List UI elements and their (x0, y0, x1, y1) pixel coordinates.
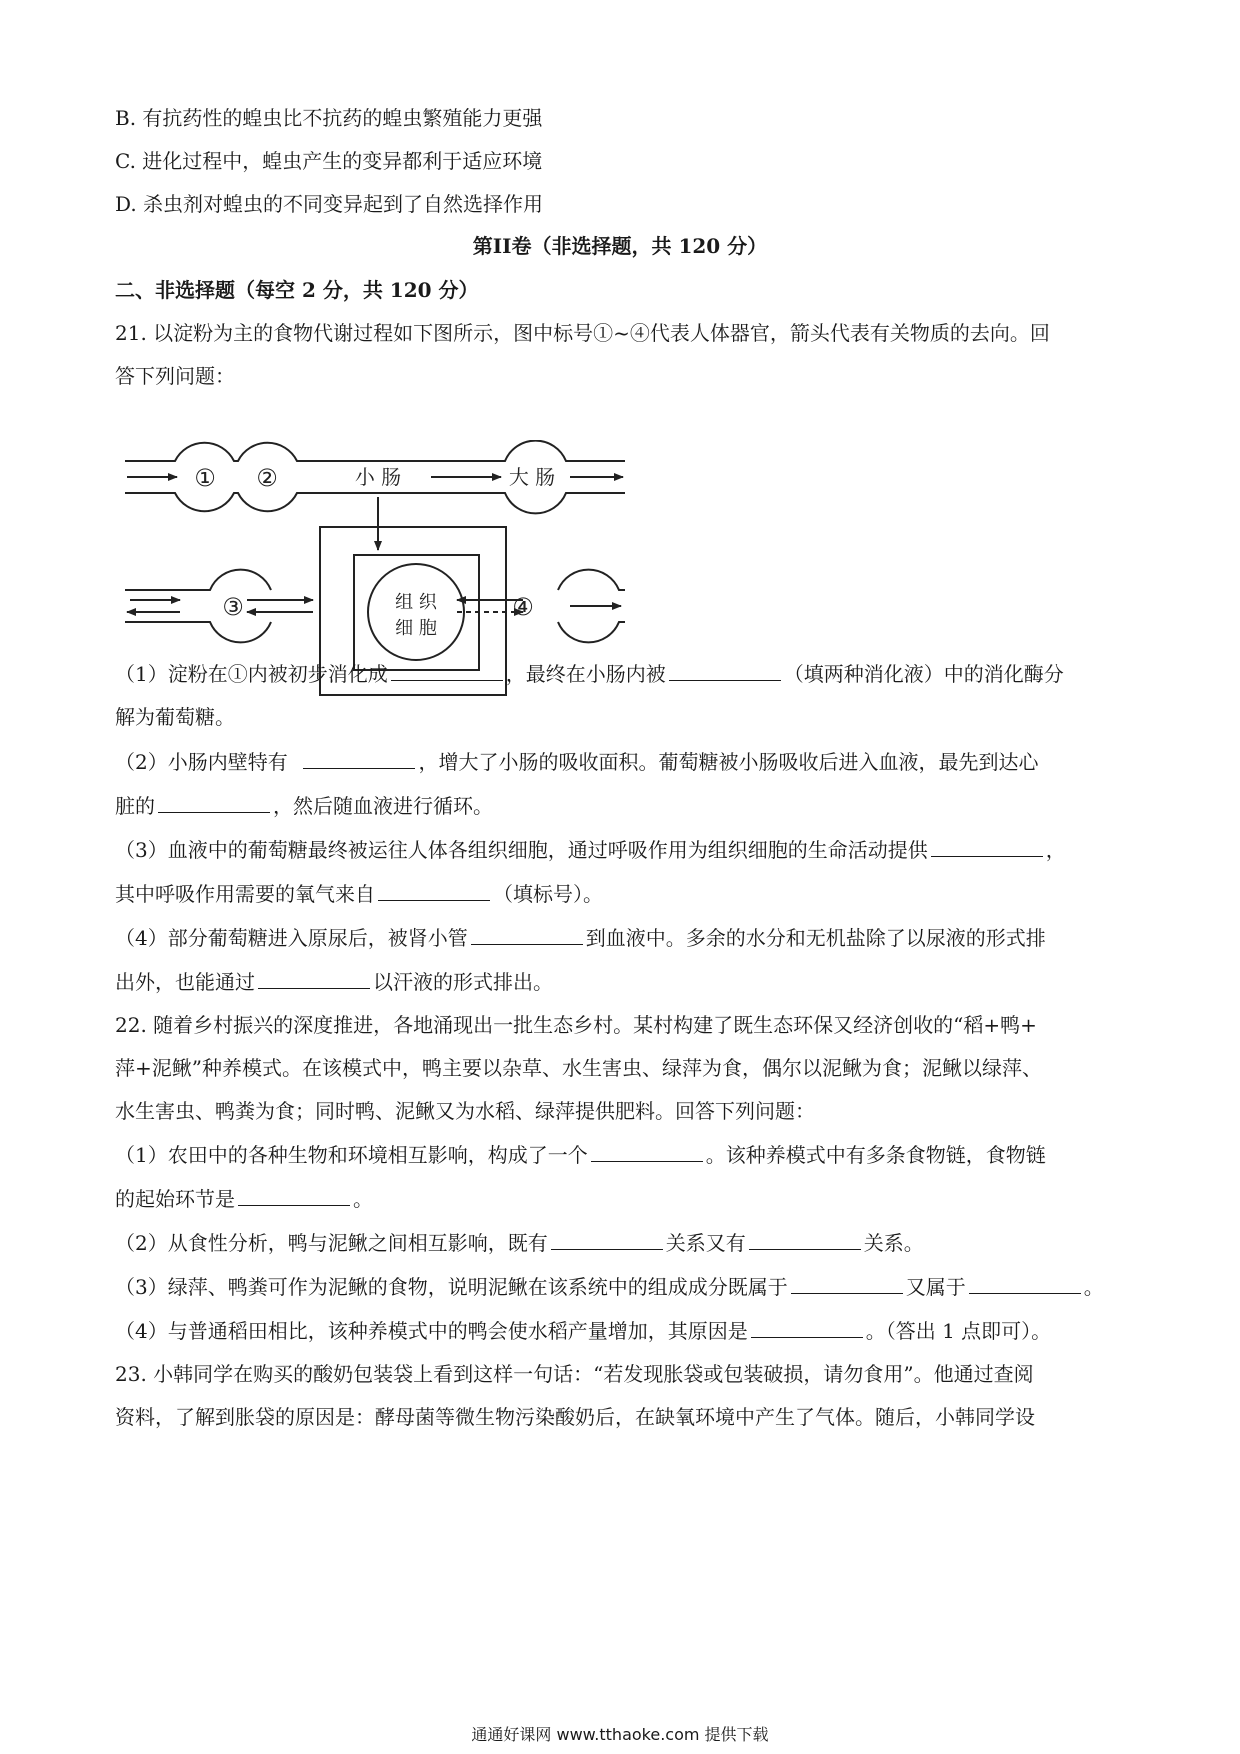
q22-p3-text-c: 。 (1083, 1275, 1104, 1299)
organ-label-4: ④ (512, 593, 534, 621)
answer-blank[interactable] (791, 1273, 903, 1294)
q22-p4 (115, 1317, 1051, 1344)
q21-p1-line1 (115, 660, 1064, 687)
q22-p4-text-b: 。（答出 1 点即可）。 (865, 1319, 1052, 1343)
q21-p2-text-a: （2）小肠内壁特有 (115, 750, 288, 774)
option-b: B. 有抗药性的蝗虫比不抗药的蝗虫繁殖能力更强 (115, 106, 543, 130)
q22-p4-text-a: （4）与普通稻田相比，该种养模式中的鸭会使水稻产量增加，其原因是 (115, 1319, 748, 1343)
q21-p3-line1 (115, 836, 1066, 863)
q21-p1-text-c: （填两种消化液）中的消化酶分 (783, 662, 1064, 686)
page-footer: 通通好课网 www.tthaoke.com 提供下载 (471, 1725, 769, 1744)
q21-p2-text-b: ，增大了小肠的吸收面积。葡萄糖被小肠吸收后进入血液，最先到达心 (418, 750, 1039, 774)
q22-p2-text-c: 关系。 (863, 1231, 924, 1255)
q22-stem-line1: 22. 随着乡村振兴的深度推进，各地涌现出一批生态乡村。某村构建了既生态环保又经济创收的“稻+鸭+ (115, 1013, 1037, 1037)
organ-label-1: ① (194, 464, 216, 492)
q22-p1-text-a: （1）农田中的各种生物和环境相互影响，构成了一个 (115, 1143, 588, 1167)
large-intestine-label: 大 肠 (508, 465, 556, 489)
q21-stem-line1: 21. 以淀粉为主的食物代谢过程如下图所示，图中标号①~④代表人体器官，箭头代表有关物质的去向。回 (115, 321, 1050, 345)
q21-p1-line2: 解为葡萄糖。 (115, 705, 235, 729)
answer-blank[interactable] (391, 660, 503, 681)
q21-stem-line2: 答下列问题： (115, 364, 235, 388)
q22-p1-text-b: 。该种养模式中有多条食物链，食物链 (705, 1143, 1046, 1167)
q21-p3-line2 (115, 880, 603, 907)
answer-blank[interactable] (238, 1185, 350, 1206)
answer-blank[interactable] (378, 880, 490, 901)
q21-p2-line2 (115, 792, 493, 819)
answer-blank[interactable] (471, 924, 583, 945)
answer-blank[interactable] (158, 792, 270, 813)
q23-stem-line2: 资料，了解到胀袋的原因是：酵母菌等微生物污染酸奶后，在缺氧环境中产生了气体。随后，小韩同学设 (115, 1405, 1035, 1429)
q21-p3-text-b: ， (1045, 838, 1066, 862)
answer-blank[interactable] (551, 1229, 663, 1250)
q21-p4-text-b: 到血液中。多余的水分和无机盐除了以尿液的形式排 (585, 926, 1046, 950)
q21-p3-text-c: 其中呼吸作用需要的氧气来自 (115, 882, 375, 906)
q22-p2 (115, 1229, 924, 1256)
organ-label-3: ③ (222, 593, 244, 621)
q21-p2-text-c: 脏的 (115, 794, 155, 818)
answer-blank[interactable] (591, 1141, 703, 1162)
small-intestine-label: 小 肠 (354, 465, 402, 489)
q21-p1-text-b: ，最终在小肠内被 (505, 662, 666, 686)
cell-label-line2: 细 胞 (395, 618, 437, 639)
q21-p3-text-a: （3）血液中的葡萄糖最终被运往人体各组织细胞，通过呼吸作用为组织细胞的生命活动提供 (115, 838, 928, 862)
option-d: D. 杀虫剂对蝗虫的不同变异起到了自然选择作用 (115, 192, 544, 216)
answer-blank[interactable] (751, 1317, 863, 1338)
q22-p1-line1 (115, 1141, 1046, 1168)
q22-p2-text-a: （2）从食性分析，鸭与泥鳅之间相互影响，既有 (115, 1231, 548, 1255)
q21-p4-text-d: 以汗液的形式排出。 (373, 970, 553, 994)
answer-blank[interactable] (749, 1229, 861, 1250)
q21-p2-line1 (115, 748, 1038, 775)
q21-p3-text-d: （填标号）。 (493, 882, 603, 906)
q21-p4-text-c: 出外，也能通过 (115, 970, 255, 994)
q22-p1-text-d: 。 (353, 1187, 373, 1211)
q21-p1-text-a: （1）淀粉在①内被初步消化成 (115, 662, 388, 686)
answer-blank[interactable] (931, 836, 1043, 857)
section-title: 第II卷（非选择题，共 120 分） (472, 234, 768, 258)
q21-p4-text-a: （4）部分葡萄糖进入原尿后，被肾小管 (115, 926, 468, 950)
q22-p3 (115, 1273, 1104, 1300)
q22-p3-text-b: 又属于 (905, 1275, 966, 1299)
q22-stem-line3: 水生害虫、鸭粪为食；同时鸭、泥鳅又为水稻、绿萍提供肥料。回答下列问题： (115, 1099, 815, 1123)
q22-p1-text-c: 的起始环节是 (115, 1187, 235, 1211)
cell-label-line1: 组 织 (395, 592, 437, 613)
q21-p4-line1 (115, 924, 1046, 951)
answer-blank[interactable] (258, 968, 370, 989)
answer-blank[interactable] (969, 1273, 1081, 1294)
answer-blank[interactable] (669, 660, 781, 681)
q22-p1-line2 (115, 1185, 373, 1212)
q23-stem-line1: 23. 小韩同学在购买的酸奶包装袋上看到这样一句话：“若发现胀袋或包装破损，请勿食用”。他通过查阅 (115, 1362, 1034, 1386)
q22-stem-line2: 萍+泥鳅”种养模式。在该模式中，鸭主要以杂草、水生害虫、绿萍为食，偶尔以泥鳅为食；泥鳅以绿萍、 (115, 1056, 1042, 1080)
answer-blank[interactable] (303, 748, 415, 769)
q22-p3-text-a: （3）绿萍、鸭粪可作为泥鳅的食物，说明泥鳅在该系统中的组成成分既属于 (115, 1275, 788, 1299)
option-c: C. 进化过程中，蝗虫产生的变异都利于适应环境 (115, 149, 543, 173)
q22-p2-text-b: 关系又有 (665, 1231, 746, 1255)
q21-p2-text-d: ，然后随血液进行循环。 (273, 794, 493, 818)
q21-p4-line2 (115, 968, 553, 995)
organ-label-2: ② (256, 464, 278, 492)
part-heading: 二、非选择题（每空 2 分，共 120 分） (115, 278, 479, 302)
